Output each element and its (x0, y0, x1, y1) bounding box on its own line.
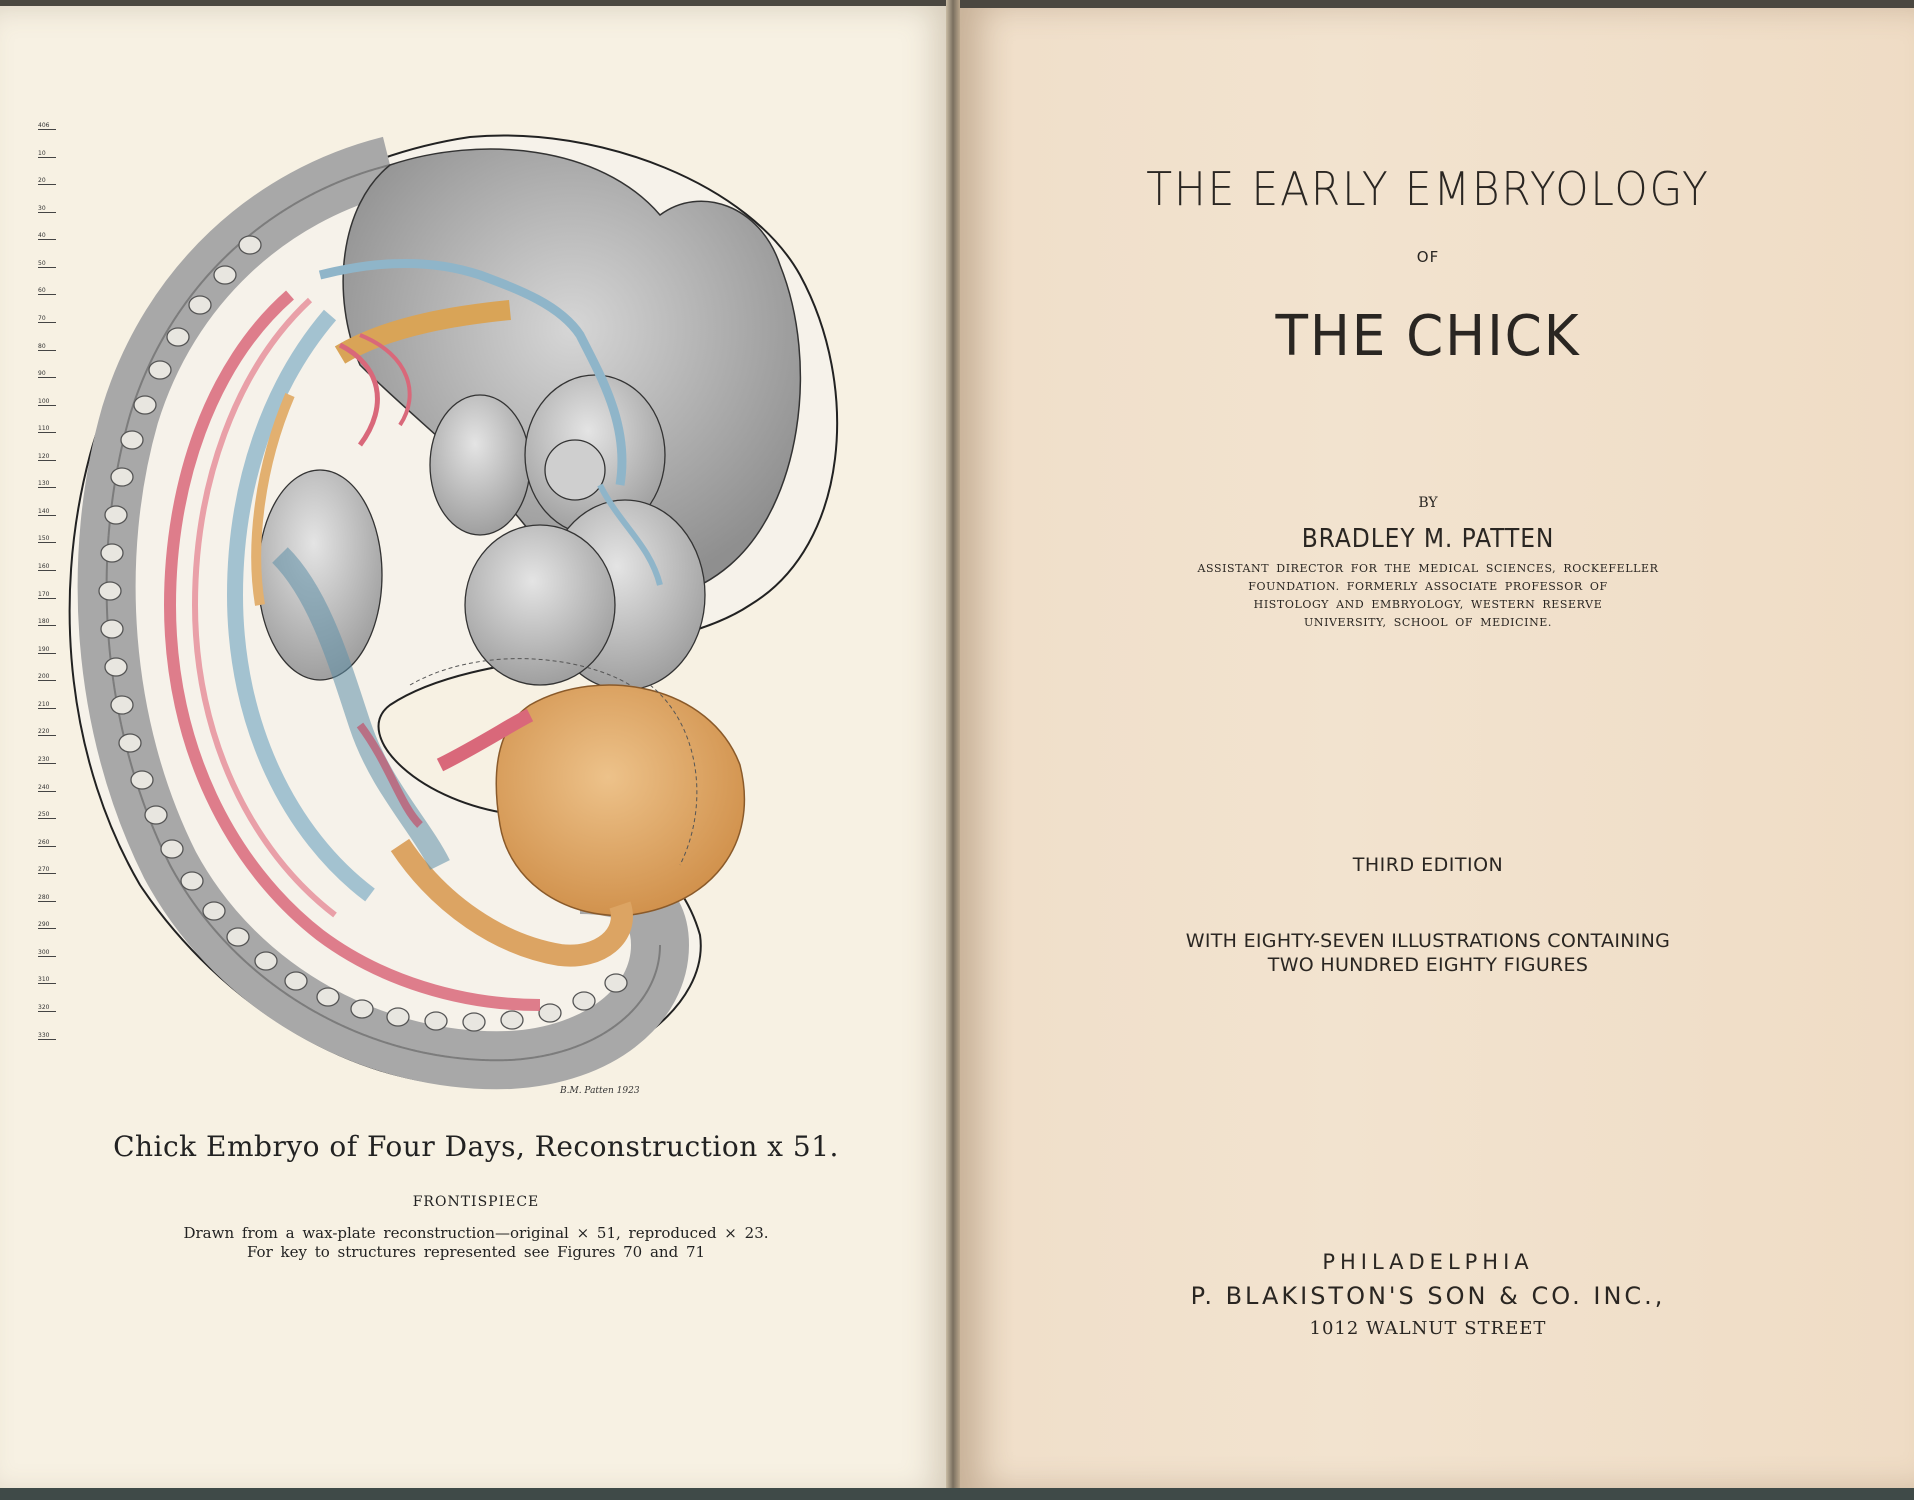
somite (105, 506, 127, 524)
scale-tick-label: 50 (38, 260, 56, 268)
somite (149, 361, 171, 379)
scale-tick-label: 130 (38, 480, 56, 488)
scale-tick-label: 190 (38, 646, 56, 654)
somite (101, 620, 123, 638)
book-title-of: OF (1416, 248, 1440, 266)
somite (119, 734, 141, 752)
scale-tick-label: 160 (38, 563, 56, 571)
somite (539, 1004, 561, 1022)
scale-tick-label: 200 (38, 673, 56, 681)
scale-tick-label: 270 (38, 866, 56, 874)
scale-tick-label: 60 (38, 287, 56, 295)
somite (111, 468, 133, 486)
book-title-line-2: THE CHICK (1275, 304, 1581, 369)
scale-tick-label: 280 (38, 894, 56, 902)
somite (121, 431, 143, 449)
scale-tick-label: 170 (38, 591, 56, 599)
scale-tick-label: 240 (38, 784, 56, 792)
somite (227, 928, 249, 946)
figure-caption: Chick Embryo of Four Days, Reconstruction x 51. (113, 1130, 839, 1163)
somite (167, 328, 189, 346)
scale-tick-label: 120 (38, 453, 56, 461)
scale-tick-label: 40 (38, 232, 56, 240)
illustrations-line-2: TWO HUNDRED EIGHTY FIGURES (1267, 954, 1589, 976)
book-gutter (946, 0, 960, 1500)
author-name: BRADLEY M. PATTEN (1301, 524, 1555, 554)
somite (501, 1011, 523, 1029)
somite (605, 974, 627, 992)
publisher-city: PHILADELPHIA (1322, 1250, 1534, 1274)
somite (189, 296, 211, 314)
scale-tick-label: 80 (38, 343, 56, 351)
somite (134, 396, 156, 414)
somite (181, 872, 203, 890)
author-affiliation-line: ASSISTANT DIRECTOR FOR THE MEDICAL SCIENCES, ROCKEFELLER (1197, 562, 1659, 575)
book-title-line-1: THE EARLY EMBRYOLOGY (1146, 162, 1710, 216)
somite (214, 266, 236, 284)
somite (99, 582, 121, 600)
somite (111, 696, 133, 714)
somite (425, 1012, 447, 1030)
scale-tick-label: 10 (38, 150, 56, 158)
somite (101, 544, 123, 562)
scale-tick-label: 90 (38, 370, 56, 378)
artist-signature: B.M. Patten 1923 (560, 1086, 640, 1096)
somite (203, 902, 225, 920)
somite (285, 972, 307, 990)
publisher-address: 1012 WALNUT STREET (1309, 1318, 1547, 1339)
scale-tick-label: 330 (38, 1032, 56, 1040)
edition-label: THIRD EDITION (1352, 854, 1504, 876)
author-affiliation-line: FOUNDATION. FORMERLY ASSOCIATE PROFESSOR OF (1248, 580, 1608, 593)
scale-tick-label: 290 (38, 921, 56, 929)
caption-note-line-2: For key to structures represented see Figures 70 and 71 (246, 1243, 706, 1261)
somite (105, 658, 127, 676)
publisher-name: P. BLAKISTON'S SON & CO. INC., (1190, 1282, 1666, 1310)
scale-tick-label: 150 (38, 535, 56, 543)
scale-tick-label: 140 (38, 508, 56, 516)
scale-tick-label: 70 (38, 315, 56, 323)
caption-note-line-1: Drawn from a wax-plate reconstruction—original × 51, reproduced × 23. (183, 1224, 769, 1242)
somite (351, 1000, 373, 1018)
somite (239, 236, 261, 254)
scale-tick-label: 210 (38, 701, 56, 709)
somite (255, 952, 277, 970)
bottom-edge (0, 1488, 1914, 1500)
somite (145, 806, 167, 824)
frontispiece-label: FRONTISPIECE (412, 1194, 540, 1210)
scale-tick-label: 310 (38, 976, 56, 984)
scale-tick-label: 300 (38, 949, 56, 957)
scale-tick-label: 110 (38, 425, 56, 433)
somite (387, 1008, 409, 1026)
embryo-illustration (60, 125, 920, 1100)
scale-tick-label: 320 (38, 1004, 56, 1012)
scale-tick-label: 230 (38, 756, 56, 764)
scale-tick-label: 180 (38, 618, 56, 626)
scale-tick-label: 250 (38, 811, 56, 819)
somite (161, 840, 183, 858)
scale-tick-label: 406 (38, 122, 56, 130)
scale-tick-label: 20 (38, 177, 56, 185)
scale-tick-label: 30 (38, 205, 56, 213)
scale-tick-label: 100 (38, 398, 56, 406)
somite (573, 992, 595, 1010)
author-affiliation-line: UNIVERSITY, SCHOOL OF MEDICINE. (1303, 616, 1553, 629)
scale-tick-label: 220 (38, 728, 56, 736)
somite (131, 771, 153, 789)
somite (463, 1013, 485, 1031)
somite (317, 988, 339, 1006)
author-affiliation-line: HISTOLOGY AND EMBRYOLOGY, WESTERN RESERVE (1253, 598, 1603, 611)
illustrations-line-1: WITH EIGHTY-SEVEN ILLUSTRATIONS CONTAINING (1185, 930, 1671, 952)
by-label: BY (1418, 495, 1438, 511)
scale-tick-label: 260 (38, 839, 56, 847)
